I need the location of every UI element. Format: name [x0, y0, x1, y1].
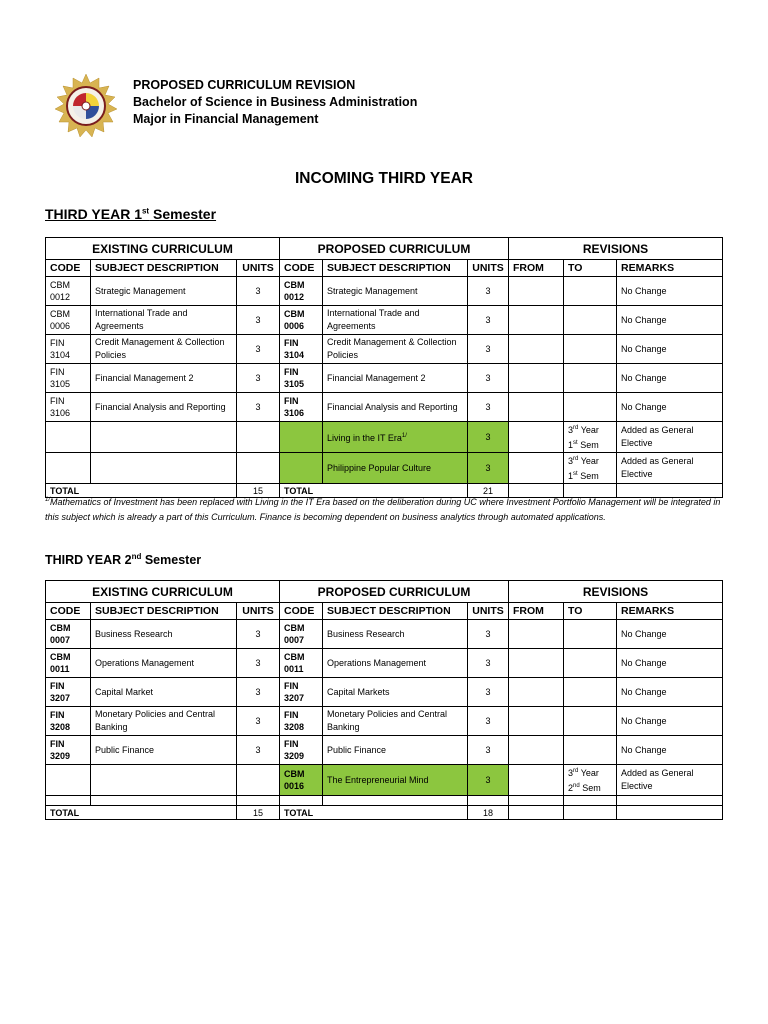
table-row [46, 277, 723, 306]
group-existing: EXISTING CURRICULUM [46, 581, 280, 603]
col-subject: SUBJECT DESCRIPTION [91, 603, 237, 620]
from [509, 306, 564, 335]
col-subject: SUBJECT DESCRIPTION [91, 260, 237, 277]
header-line-1: PROPOSED CURRICULUM REVISION [133, 78, 356, 92]
group-existing: EXISTING CURRICULUM [46, 238, 280, 260]
existing-code [46, 364, 91, 393]
proposed-code-number: 0007 [284, 635, 305, 645]
to [564, 620, 617, 649]
proposed-units: 3 [468, 453, 509, 484]
footnote-marker: 1/ [45, 497, 51, 503]
from [509, 453, 564, 484]
existing-units: 3 [237, 393, 280, 422]
table-row-added [46, 453, 723, 484]
proposed-code [280, 649, 323, 678]
remarks: No Change [617, 736, 723, 765]
proposed-description: Financial Management 2 [323, 364, 468, 393]
existing-code [46, 707, 91, 736]
col-from: FROM [509, 603, 564, 620]
existing-code [46, 335, 91, 364]
col-from: FROM [509, 260, 564, 277]
remarks: No Change [617, 364, 723, 393]
existing-total-units: 15 [237, 484, 280, 498]
col-to: TO [564, 603, 617, 620]
existing-code-number: 0006 [50, 321, 71, 331]
existing-code [46, 649, 91, 678]
remarks: No Change [617, 620, 723, 649]
proposed-code [280, 335, 323, 364]
to [564, 335, 617, 364]
from [509, 364, 564, 393]
table-group-header [46, 581, 723, 603]
existing-units: 3 [237, 306, 280, 335]
remarks: Added as General Elective [617, 453, 723, 484]
to-year-tail: Year [578, 768, 599, 778]
to-sem-num: 1 [568, 471, 574, 481]
group-proposed: PROPOSED CURRICULUM [280, 238, 509, 260]
proposed-units: 3 [468, 620, 509, 649]
proposed-code [280, 678, 323, 707]
from [509, 393, 564, 422]
proposed-code [280, 306, 323, 335]
table-column-header [46, 603, 723, 620]
to [564, 806, 617, 820]
empty-cell [280, 796, 323, 806]
existing-description [91, 453, 237, 484]
empty-cell [323, 796, 468, 806]
semester-2-heading [45, 552, 201, 567]
semester-1-heading-text: THIRD YEAR 1 [45, 206, 142, 222]
to-year-num: 3 [568, 768, 574, 778]
from [509, 277, 564, 306]
to-year-num: 3 [568, 425, 574, 435]
to-year-sup: rd [573, 768, 579, 774]
table-row [46, 335, 723, 364]
header-line-3: Major in Financial Management [133, 112, 319, 126]
col-units: UNITS [237, 603, 280, 620]
remarks: No Change [617, 678, 723, 707]
existing-units [237, 765, 280, 796]
proposed-description: Philippine Popular Culture [323, 453, 468, 484]
existing-code-prefix: FIN [50, 367, 65, 377]
to [564, 678, 617, 707]
existing-code [46, 277, 91, 306]
existing-units: 3 [237, 335, 280, 364]
to [564, 707, 617, 736]
proposed-code [280, 707, 323, 736]
proposed-code-number: 3207 [284, 693, 305, 703]
existing-total-units: 15 [237, 806, 280, 820]
existing-code [46, 678, 91, 707]
existing-description: Business Research [91, 620, 237, 649]
semester-1-table [45, 237, 723, 498]
empty-cell [509, 796, 564, 806]
remarks [617, 806, 723, 820]
to-year-num: 3 [568, 456, 574, 466]
university-seal-logo [53, 73, 119, 139]
existing-code-prefix: FIN [50, 681, 65, 691]
existing-description: Operations Management [91, 649, 237, 678]
col-units: UNITS [468, 260, 509, 277]
proposed-units: 3 [468, 736, 509, 765]
existing-description: International Trade and Agreements [91, 306, 237, 335]
proposed-total-label: TOTAL [280, 806, 468, 820]
proposed-description: Public Finance [323, 736, 468, 765]
table-row [46, 364, 723, 393]
remarks: No Change [617, 277, 723, 306]
existing-code-prefix: CBM [50, 623, 71, 633]
proposed-code-number: 0016 [284, 781, 305, 791]
from [509, 422, 564, 453]
table-row-empty [46, 796, 723, 806]
existing-code [46, 453, 91, 484]
col-code: CODE [280, 260, 323, 277]
from [509, 335, 564, 364]
to [564, 422, 617, 453]
empty-cell [46, 796, 91, 806]
proposed-units: 3 [468, 422, 509, 453]
proposed-code-number: 3209 [284, 751, 305, 761]
existing-units: 3 [237, 736, 280, 765]
proposed-code [280, 765, 323, 796]
existing-code-number: 3209 [50, 751, 71, 761]
col-code: CODE [46, 603, 91, 620]
existing-code-number: 3104 [50, 350, 71, 360]
proposed-code-prefix: FIN [284, 396, 299, 406]
proposed-code [280, 277, 323, 306]
existing-code-prefix: FIN [50, 739, 65, 749]
semester-2-heading-sup: nd [131, 552, 142, 561]
empty-cell [91, 796, 237, 806]
from [509, 678, 564, 707]
existing-code-prefix: CBM [50, 280, 70, 290]
existing-code [46, 306, 91, 335]
proposed-code-number: 3104 [284, 350, 305, 360]
existing-units: 3 [237, 277, 280, 306]
table-row [46, 736, 723, 765]
proposed-description: Operations Management [323, 649, 468, 678]
proposed-code-prefix: FIN [284, 367, 299, 377]
group-revisions: REVISIONS [509, 238, 723, 260]
proposed-description: Capital Markets [323, 678, 468, 707]
proposed-code-number: 3106 [284, 408, 305, 418]
proposed-code-prefix: CBM [284, 309, 305, 319]
existing-description: Credit Management & Collection Policies [91, 335, 237, 364]
header-line-2: Bachelor of Science in Business Administration [133, 95, 418, 109]
proposed-description [323, 422, 468, 453]
proposed-description: Financial Analysis and Reporting [323, 393, 468, 422]
remarks: No Change [617, 649, 723, 678]
proposed-description: The Entrepreneurial Mind [323, 765, 468, 796]
document-header [133, 77, 417, 128]
existing-description [91, 422, 237, 453]
col-units: UNITS [468, 603, 509, 620]
to [564, 765, 617, 796]
col-remarks: REMARKS [617, 260, 723, 277]
existing-units: 3 [237, 649, 280, 678]
existing-description [91, 765, 237, 796]
existing-total-label: TOTAL [46, 484, 237, 498]
proposed-code-prefix: FIN [284, 338, 299, 348]
proposed-code [280, 393, 323, 422]
existing-code-prefix: CBM [50, 309, 70, 319]
remarks: Added as General Elective [617, 765, 723, 796]
existing-description: Monetary Policies and Central Banking [91, 707, 237, 736]
proposed-units: 3 [468, 765, 509, 796]
proposed-code [280, 422, 323, 453]
col-subject: SUBJECT DESCRIPTION [323, 603, 468, 620]
proposed-units: 3 [468, 707, 509, 736]
empty-cell [617, 796, 723, 806]
to-sem-tail: Sem [577, 471, 599, 481]
proposed-total-label: TOTAL [280, 484, 468, 498]
remarks: No Change [617, 707, 723, 736]
proposed-code-number: 0011 [284, 664, 304, 674]
existing-code [46, 736, 91, 765]
existing-code-number: 3106 [50, 408, 71, 418]
proposed-units: 3 [468, 277, 509, 306]
proposed-code-prefix: CBM [284, 652, 305, 662]
existing-code [46, 765, 91, 796]
existing-code-number: 0011 [50, 664, 70, 674]
existing-code [46, 422, 91, 453]
remarks: No Change [617, 306, 723, 335]
to [564, 736, 617, 765]
proposed-code [280, 364, 323, 393]
proposed-units: 3 [468, 335, 509, 364]
table-row [46, 306, 723, 335]
to-sem-num: 2 [568, 783, 574, 793]
table-row [46, 707, 723, 736]
to-sem-num: 1 [568, 440, 574, 450]
proposed-code-number: 0012 [284, 292, 305, 302]
to [564, 393, 617, 422]
table-total-row [46, 806, 723, 820]
proposed-units: 3 [468, 649, 509, 678]
to-year-sup: rd [573, 425, 579, 431]
existing-code [46, 620, 91, 649]
proposed-description: International Trade and Agreements [323, 306, 468, 335]
page-title: INCOMING THIRD YEAR [295, 170, 473, 187]
col-code: CODE [280, 603, 323, 620]
proposed-units: 3 [468, 306, 509, 335]
semester-2-heading-tail: Semester [141, 553, 202, 568]
to [564, 306, 617, 335]
existing-units [237, 422, 280, 453]
footnote [45, 493, 725, 525]
existing-units [237, 453, 280, 484]
to [564, 364, 617, 393]
proposed-description: Monetary Policies and Central Banking [323, 707, 468, 736]
from [509, 765, 564, 796]
group-revisions: REVISIONS [509, 581, 723, 603]
col-remarks: REMARKS [617, 603, 723, 620]
semester-1-heading [45, 206, 216, 222]
existing-code-number: 3207 [50, 693, 71, 703]
to [564, 453, 617, 484]
proposed-units: 3 [468, 364, 509, 393]
proposed-total-units: 21 [468, 484, 509, 498]
from [509, 707, 564, 736]
remarks: Added as General Elective [617, 422, 723, 453]
existing-code-prefix: CBM [50, 652, 71, 662]
existing-code-number: 0007 [50, 635, 71, 645]
semester-1-heading-tail: Semester [149, 206, 217, 222]
existing-units: 3 [237, 364, 280, 393]
table-row [46, 649, 723, 678]
remarks: No Change [617, 393, 723, 422]
existing-units: 3 [237, 707, 280, 736]
proposed-code-number: 0006 [284, 321, 305, 331]
proposed-code-prefix: FIN [284, 681, 299, 691]
to-year-tail: Year [578, 456, 599, 466]
proposed-code-prefix: CBM [284, 769, 305, 779]
existing-code-prefix: FIN [50, 710, 65, 720]
existing-code-prefix: FIN [50, 338, 65, 348]
from [509, 649, 564, 678]
proposed-units: 3 [468, 393, 509, 422]
existing-units: 3 [237, 678, 280, 707]
col-subject: SUBJECT DESCRIPTION [323, 260, 468, 277]
table-row [46, 678, 723, 707]
col-units: UNITS [237, 260, 280, 277]
existing-code-number: 3208 [50, 722, 71, 732]
proposed-description-text: Living in the IT Era [327, 432, 402, 443]
proposed-units: 3 [468, 678, 509, 707]
proposed-code-number: 3208 [284, 722, 305, 732]
to [564, 649, 617, 678]
proposed-code-number: 3105 [284, 379, 305, 389]
to-sem-tail: Sem [579, 783, 601, 793]
from [509, 806, 564, 820]
existing-description: Financial Management 2 [91, 364, 237, 393]
table-row [46, 620, 723, 649]
table-group-header [46, 238, 723, 260]
to-year-tail: Year [578, 425, 599, 435]
to-sem-tail: Sem [577, 440, 599, 450]
proposed-code-prefix: FIN [284, 739, 299, 749]
footnote-ref: 1/ [401, 432, 407, 439]
existing-code-prefix: FIN [50, 396, 65, 406]
proposed-total-units: 18 [468, 806, 509, 820]
to-sem-sup: nd [573, 783, 580, 789]
proposed-description: Strategic Management [323, 277, 468, 306]
existing-code-number: 3105 [50, 379, 71, 389]
existing-total-label: TOTAL [46, 806, 237, 820]
proposed-code [280, 620, 323, 649]
empty-cell [468, 796, 509, 806]
table-row [46, 393, 723, 422]
existing-description: Financial Analysis and Reporting [91, 393, 237, 422]
to [564, 277, 617, 306]
to-sem-sup: st [573, 471, 578, 477]
col-code: CODE [46, 260, 91, 277]
semester-2-table [45, 580, 723, 820]
proposed-code-prefix: FIN [284, 710, 299, 720]
to-year-sup: rd [573, 456, 579, 462]
proposed-code-prefix: CBM [284, 623, 305, 633]
existing-code-number: 0012 [50, 292, 71, 302]
existing-description: Public Finance [91, 736, 237, 765]
empty-cell [237, 796, 280, 806]
proposed-description: Business Research [323, 620, 468, 649]
proposed-code-prefix: CBM [284, 280, 305, 290]
semester-2-heading-text: THIRD YEAR 2 [45, 553, 132, 568]
existing-description: Capital Market [91, 678, 237, 707]
from [509, 736, 564, 765]
proposed-description: Credit Management & Collection Policies [323, 335, 468, 364]
table-row-added [46, 422, 723, 453]
empty-cell [564, 796, 617, 806]
remarks: No Change [617, 335, 723, 364]
proposed-code [280, 453, 323, 484]
proposed-code [280, 736, 323, 765]
from [509, 620, 564, 649]
table-row-added [46, 765, 723, 796]
table-column-header [46, 260, 723, 277]
existing-description: Strategic Management [91, 277, 237, 306]
footnote-text: Mathematics of Investment has been replaced with Living in the IT Era based on the deliberation during UC where Investment Portfolio Management will be integrated in this subject which is already a part of this Curriculum. Finance is becoming dependent on business analytics through automated applications. [45, 497, 721, 522]
existing-units: 3 [237, 620, 280, 649]
group-proposed: PROPOSED CURRICULUM [280, 581, 509, 603]
col-to: TO [564, 260, 617, 277]
to-sem-sup: st [573, 440, 578, 446]
semester-1-heading-sup: st [141, 206, 150, 216]
existing-code [46, 393, 91, 422]
